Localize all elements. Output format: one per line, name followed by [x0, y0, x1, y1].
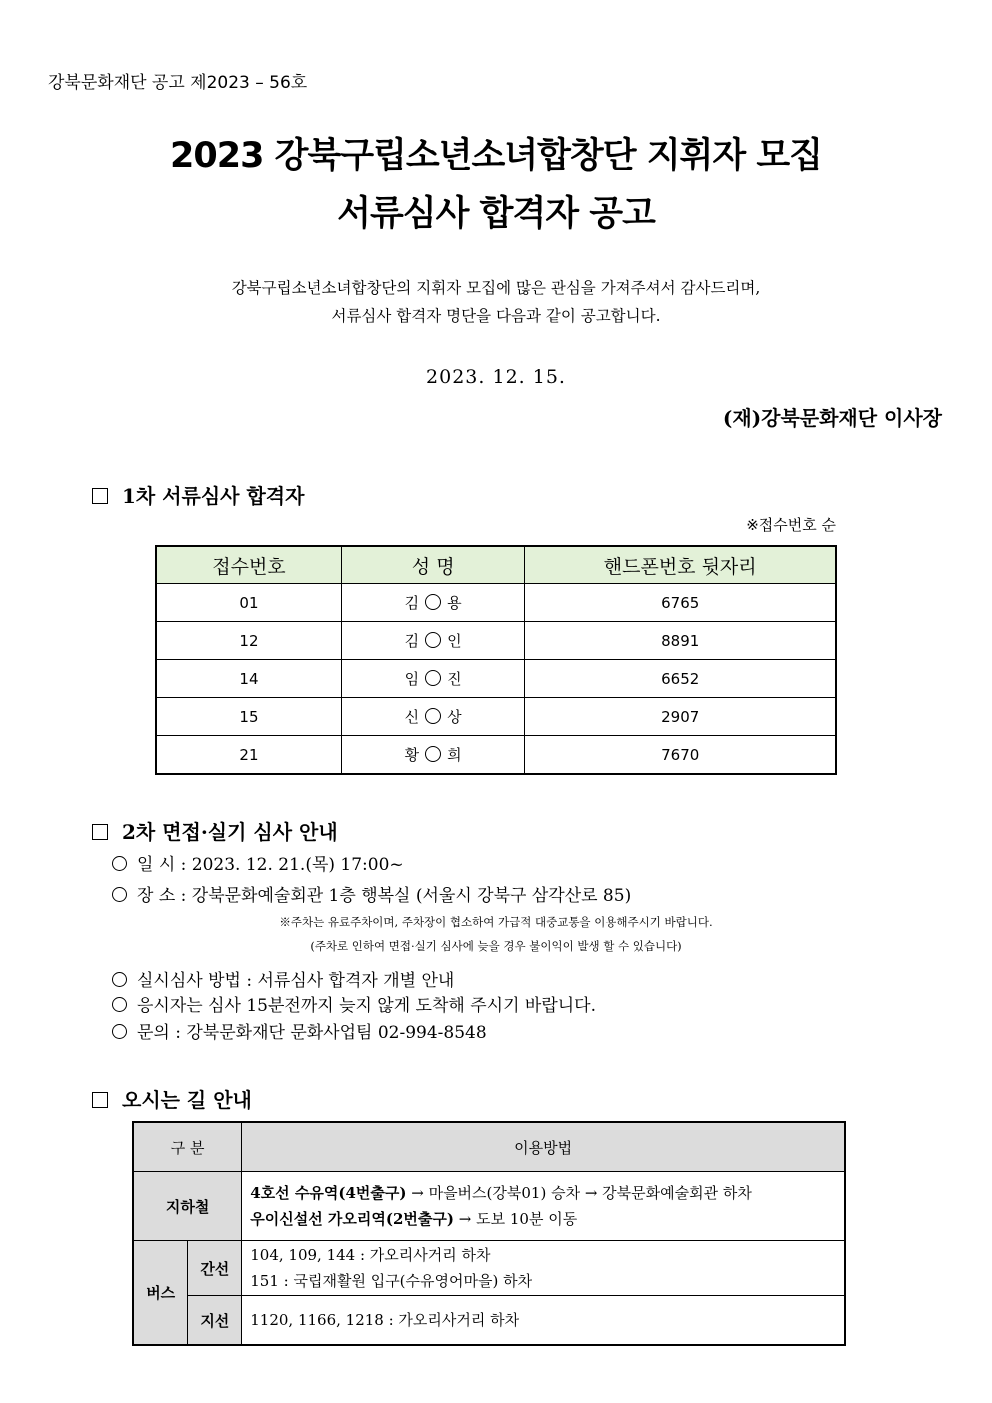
trunk-line-2: [250, 1268, 843, 1294]
parking-note-1: ※주차는 유료주차이며, 주차장이 협소하여 가급적 대중교통을 이용해주시기 바랍니다.: [279, 915, 713, 929]
cell-name: [341, 736, 524, 775]
masked-circle-icon: [425, 594, 441, 610]
section-3-title: 오시는 길 안내: [122, 1088, 252, 1112]
checkbox-square-icon: [92, 488, 108, 504]
cell-number: 12: [156, 622, 341, 660]
cell-number: 21: [156, 736, 341, 775]
table-row: [156, 698, 836, 736]
bus-trunk-row: [133, 1241, 845, 1296]
header-method: 이용방법: [242, 1122, 845, 1172]
subway-line-1: [250, 1180, 843, 1206]
branch-line-numbers: 1120, 1166, 1218: [250, 1311, 384, 1329]
surname: 임: [404, 670, 420, 688]
given-name: 희: [447, 746, 462, 764]
trunk-line-1-numbers: 104, 109, 144: [250, 1246, 356, 1264]
cell-phone: 2907: [525, 698, 836, 736]
applicant-table: [155, 545, 837, 775]
col-header-number: 접수번호: [156, 546, 341, 584]
given-name: 인: [447, 632, 462, 650]
subway-line-1-route: → 마을버스(강북01) 승차 → 강북문화예술회관 하차: [406, 1184, 752, 1202]
subway-line-2-route: → 도보 10분 이동: [454, 1210, 578, 1228]
checkbox-square-icon: [92, 824, 108, 840]
intro-line-2: 서류심사 합격자 명단을 다음과 같이 공고합니다.: [331, 307, 661, 325]
table-header-row: [156, 546, 836, 584]
interview-method: [112, 966, 454, 991]
branch-label: 지선: [188, 1296, 242, 1346]
section-1-heading: [92, 480, 304, 509]
order-note: ※접수번호 순: [746, 516, 836, 534]
datetime-text: 일 시 : 2023. 12. 21.(목) 17:00~: [137, 855, 404, 875]
branch-desc: [242, 1296, 845, 1346]
trunk-line-2-numbers: 151: [250, 1272, 279, 1290]
signer: (재)강북문화재단 이사장: [722, 406, 942, 430]
cell-number: 01: [156, 584, 341, 622]
table-row: [156, 736, 836, 775]
arrival-text: 응시자는 심사 15분전까지 늦지 않게 도착해 주시기 바랍니다.: [137, 996, 596, 1016]
trunk-line-1-stop: : 가오리사거리 하차: [355, 1246, 491, 1264]
masked-circle-icon: [425, 632, 441, 648]
cell-name: [341, 622, 524, 660]
bus-label: 버스: [133, 1241, 188, 1346]
page-subtitle: 서류심사 합격자 공고: [337, 194, 655, 234]
surname: 김: [404, 632, 420, 650]
section-2-title: 2차 면접·실기 심사 안내: [122, 820, 338, 844]
table-row: [156, 622, 836, 660]
trunk-line-2-stop: : 국립재활원 입구(수유영어마을) 하차: [278, 1272, 533, 1290]
method-text: 실시심사 방법 : 서류심사 합격자 개별 안내: [137, 971, 455, 991]
cell-phone: 7670: [525, 736, 836, 775]
intro-line-1: 강북구립소년소녀합창단의 지휘자 모집에 많은 관심을 가져주셔서 감사드리며,: [231, 279, 761, 297]
bullet-circle-icon: [112, 972, 127, 987]
surname: 김: [404, 594, 420, 612]
bullet-circle-icon: [112, 997, 127, 1012]
place-text: 장 소 : 강북문화예술회관 1층 행복실 (서울시 강북구 삼각산로 85): [137, 886, 632, 906]
cell-phone: 6765: [525, 584, 836, 622]
section-3-heading: [92, 1084, 252, 1113]
cell-number: 14: [156, 660, 341, 698]
cell-name: [341, 698, 524, 736]
section-2-heading: [92, 816, 338, 845]
table-row: [156, 584, 836, 622]
subway-line-1-station: 4호선 수유역(4번출구): [250, 1184, 407, 1202]
directions-table: [132, 1121, 846, 1346]
trunk-line-1: [250, 1242, 843, 1268]
contact-info: [112, 1018, 487, 1043]
page-title: 2023 강북구립소년소녀합창단 지휘자 모집: [170, 136, 822, 176]
trunk-desc: [242, 1241, 845, 1296]
cell-name: [341, 584, 524, 622]
subway-line-2: [250, 1206, 843, 1232]
parking-note-2: (주차로 인하여 면접·실기 심사에 늦을 경우 불이익이 발생 할 수 있습니다): [310, 939, 682, 953]
given-name: 용: [447, 594, 462, 612]
masked-circle-icon: [425, 670, 441, 686]
col-header-name: 성 명: [341, 546, 524, 584]
subway-line-2-station: 우이신설선 가오리역(2번출구): [250, 1210, 454, 1228]
notice-number: 강북문화재단 공고 제2023 – 56호: [48, 73, 308, 93]
contact-text: 문의 : 강북문화재단 문화사업팀 02-994-8548: [137, 1023, 487, 1043]
surname: 신: [404, 708, 420, 726]
given-name: 상: [447, 708, 462, 726]
trunk-label: 간선: [188, 1241, 242, 1296]
header-category: 구 분: [133, 1122, 242, 1172]
interview-datetime: [112, 850, 404, 875]
interview-place: [112, 881, 631, 906]
cell-name: [341, 660, 524, 698]
checkbox-square-icon: [92, 1092, 108, 1108]
bullet-circle-icon: [112, 887, 127, 902]
directions-header-row: [133, 1122, 845, 1172]
subway-desc: [242, 1172, 845, 1241]
branch-line-stop: : 가오리사거리 하차: [383, 1311, 520, 1329]
section-1-title: 1차 서류심사 합격자: [122, 484, 305, 508]
arrival-notice: [112, 991, 596, 1016]
cell-phone: 8891: [525, 622, 836, 660]
cell-phone: 6652: [525, 660, 836, 698]
masked-circle-icon: [425, 708, 441, 724]
table-row: [156, 660, 836, 698]
given-name: 진: [447, 670, 462, 688]
bullet-circle-icon: [112, 1024, 127, 1039]
surname: 황: [404, 746, 420, 764]
subway-label: 지하철: [133, 1172, 242, 1241]
bullet-circle-icon: [112, 856, 127, 871]
col-header-phone: 핸드폰번호 뒷자리: [525, 546, 836, 584]
bus-branch-row: [133, 1296, 845, 1346]
subway-row: [133, 1172, 845, 1241]
masked-circle-icon: [425, 746, 441, 762]
cell-number: 15: [156, 698, 341, 736]
notice-date: 2023. 12. 15.: [426, 366, 566, 388]
